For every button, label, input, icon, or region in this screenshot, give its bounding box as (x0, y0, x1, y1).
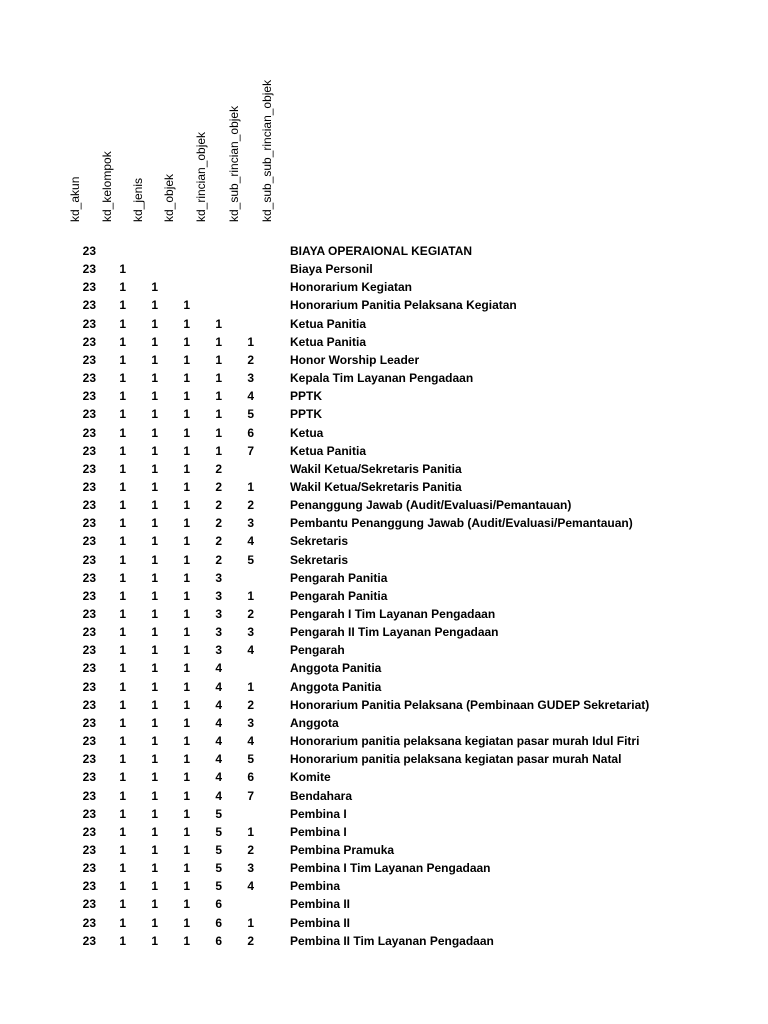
cell-kd-sub-rincian-objek: 5 (247, 752, 254, 767)
cell-kd-kelompok: 1 (119, 262, 126, 277)
cell-kd-objek: 1 (183, 842, 190, 857)
cell-kd-objek: 1 (183, 661, 190, 676)
table-row (0, 278, 768, 296)
cell-uraian: Honorarium panitia pelaksana kegiatan pasar murah Idul Fitri (290, 734, 640, 749)
table-row (0, 859, 768, 877)
cell-kd-sub-rincian-objek: 1 (247, 824, 254, 839)
cell-uraian: Pengarah II Tim Layanan Pengadaan (290, 625, 499, 640)
table-row (0, 442, 768, 460)
cell-kd-kelompok: 1 (119, 643, 126, 658)
cell-kd-jenis: 1 (151, 752, 158, 767)
cell-kd-akun: 23 (82, 498, 96, 513)
table-row (0, 569, 768, 587)
cell-kd-objek: 1 (183, 752, 190, 767)
table-row (0, 714, 768, 732)
cell-kd-sub-rincian-objek: 2 (247, 498, 254, 513)
cell-kd-akun: 23 (82, 425, 96, 440)
cell-kd-akun: 23 (82, 298, 96, 313)
table-row (0, 696, 768, 714)
table-row (0, 623, 768, 641)
cell-kd-sub-rincian-objek: 3 (247, 625, 254, 640)
table-row (0, 787, 768, 805)
cell-uraian: Ketua Panitia (290, 334, 367, 349)
cell-kd-objek: 1 (183, 316, 190, 331)
cell-kd-sub-rincian-objek: 6 (247, 425, 254, 440)
cell-kd-objek: 1 (183, 534, 190, 549)
table-row (0, 732, 768, 750)
cell-kd-rincian-objek: 2 (215, 498, 222, 513)
cell-kd-sub-rincian-objek: 1 (247, 679, 254, 694)
cell-kd-objek: 1 (183, 352, 190, 367)
cell-kd-objek: 1 (183, 570, 190, 585)
cell-kd-kelompok: 1 (119, 788, 126, 803)
cell-kd-jenis: 1 (151, 443, 158, 458)
cell-kd-akun: 23 (82, 897, 96, 912)
cell-kd-akun: 23 (82, 334, 96, 349)
cell-kd-kelompok: 1 (119, 715, 126, 730)
cell-kd-jenis: 1 (151, 861, 158, 876)
cell-kd-kelompok: 1 (119, 915, 126, 930)
header-kd-jenis: kd_jenis (131, 177, 145, 222)
table-row (0, 315, 768, 333)
cell-uraian: Sekretaris (290, 534, 349, 549)
header-kd-sub-rincian-objek: kd_sub_rincian_objek (227, 105, 241, 222)
cell-kd-akun: 23 (82, 552, 96, 567)
cell-kd-jenis: 1 (151, 534, 158, 549)
cell-uraian: Penanggung Jawab (Audit/Evaluasi/Pemantauan) (290, 498, 572, 513)
cell-kd-jenis: 1 (151, 697, 158, 712)
cell-kd-rincian-objek: 6 (215, 933, 222, 948)
cell-kd-sub-rincian-objek: 6 (247, 770, 254, 785)
cell-uraian: Pembina I (290, 806, 347, 821)
cell-kd-rincian-objek: 3 (215, 607, 222, 621)
cell-kd-akun: 23 (82, 316, 96, 331)
cell-kd-objek: 1 (183, 461, 190, 476)
cell-kd-jenis: 1 (151, 407, 158, 422)
cell-kd-kelompok: 1 (119, 298, 126, 313)
cell-kd-sub-rincian-objek: 1 (247, 479, 254, 494)
cell-kd-kelompok: 1 (119, 461, 126, 476)
cell-kd-akun: 23 (82, 842, 96, 857)
cell-kd-akun: 23 (82, 661, 96, 676)
cell-kd-akun: 23 (82, 479, 96, 494)
table-row (0, 823, 768, 841)
cell-uraian: Ketua Panitia (290, 443, 367, 458)
cell-kd-jenis: 1 (151, 824, 158, 839)
cell-kd-jenis: 1 (151, 371, 158, 386)
cell-kd-rincian-objek: 4 (215, 679, 222, 694)
cell-kd-akun: 23 (82, 861, 96, 876)
cell-kd-objek: 1 (183, 625, 190, 640)
cell-kd-kelompok: 1 (119, 697, 126, 712)
cell-kd-akun: 23 (82, 734, 96, 749)
cell-kd-objek: 1 (183, 679, 190, 694)
cell-kd-objek: 1 (183, 915, 190, 930)
cell-kd-akun: 23 (82, 643, 96, 658)
cell-kd-rincian-objek: 1 (215, 352, 222, 367)
cell-kd-akun: 23 (82, 461, 96, 476)
cell-uraian: Honorarium panitia pelaksana kegiatan pasar murah Natal (290, 752, 622, 767)
cell-kd-sub-rincian-objek: 3 (247, 371, 254, 386)
cell-kd-sub-rincian-objek: 1 (247, 588, 254, 603)
cell-uraian: Bendahara (290, 788, 353, 803)
cell-kd-akun: 23 (82, 625, 96, 640)
cell-kd-rincian-objek: 3 (215, 625, 222, 640)
cell-kd-rincian-objek: 4 (215, 788, 222, 803)
cell-kd-jenis: 1 (151, 933, 158, 948)
table-row (0, 387, 768, 405)
cell-uraian: Pembina II Tim Layanan Pengadaan (290, 933, 494, 948)
cell-uraian: Pengarah Panitia (290, 588, 388, 603)
cell-kd-kelompok: 1 (119, 570, 126, 585)
cell-kd-akun: 23 (82, 915, 96, 930)
cell-kd-sub-rincian-objek: 5 (247, 407, 254, 422)
cell-kd-kelompok: 1 (119, 552, 126, 567)
cell-uraian: Honor Worship Leader (290, 352, 420, 367)
table-row (0, 914, 768, 932)
cell-kd-objek: 1 (183, 498, 190, 513)
cell-kd-kelompok: 1 (119, 479, 126, 494)
cell-kd-akun: 23 (82, 280, 96, 295)
cell-kd-sub-rincian-objek: 4 (247, 879, 254, 894)
cell-kd-kelompok: 1 (119, 734, 126, 749)
table-row (0, 460, 768, 478)
cell-kd-akun: 23 (82, 262, 96, 277)
cell-kd-jenis: 1 (151, 570, 158, 585)
cell-uraian: Komite (290, 770, 331, 785)
table-row (0, 369, 768, 387)
cell-uraian: Anggota Panitia (290, 679, 382, 694)
cell-kd-rincian-objek: 3 (215, 643, 222, 658)
cell-kd-sub-rincian-objek: 7 (247, 788, 254, 803)
cell-kd-akun: 23 (82, 352, 96, 367)
cell-kd-jenis: 1 (151, 479, 158, 494)
cell-kd-jenis: 1 (151, 679, 158, 694)
header-kd-sub-sub-rincian-objek: kd_sub_sub_rincian_objek (260, 79, 274, 222)
table-row (0, 587, 768, 605)
cell-kd-rincian-objek: 2 (215, 479, 222, 494)
table-row (0, 496, 768, 514)
cell-kd-rincian-objek: 6 (215, 897, 222, 912)
cell-uraian: Ketua (290, 425, 324, 440)
cell-kd-objek: 1 (183, 861, 190, 876)
cell-kd-jenis: 1 (151, 661, 158, 676)
table-row (0, 296, 768, 314)
cell-kd-rincian-objek: 1 (215, 316, 222, 331)
cell-uraian: Kepala Tim Layanan Pengadaan (290, 371, 474, 386)
cell-kd-jenis: 1 (151, 770, 158, 785)
cell-kd-akun: 23 (82, 933, 96, 948)
table-row (0, 351, 768, 369)
cell-uraian: Pengarah I Tim Layanan Pengadaan (290, 607, 496, 621)
cell-kd-rincian-objek: 5 (215, 824, 222, 839)
cell-kd-akun: 23 (82, 389, 96, 404)
cell-kd-objek: 1 (183, 588, 190, 603)
cell-kd-sub-rincian-objek: 4 (247, 389, 254, 404)
cell-kd-akun: 23 (82, 697, 96, 712)
cell-kd-jenis: 1 (151, 625, 158, 640)
table-row (0, 333, 768, 351)
cell-kd-sub-rincian-objek: 7 (247, 443, 254, 458)
table-row (0, 424, 768, 442)
cell-kd-kelompok: 1 (119, 752, 126, 767)
cell-kd-kelompok: 1 (119, 352, 126, 367)
cell-uraian: Pengarah Panitia (290, 570, 388, 585)
cell-kd-sub-rincian-objek: 2 (247, 697, 254, 712)
cell-uraian: Honorarium Panitia Pelaksana Kegiatan (290, 298, 517, 313)
cell-kd-akun: 23 (82, 879, 96, 894)
cell-kd-akun: 23 (82, 679, 96, 694)
cell-kd-jenis: 1 (151, 352, 158, 367)
cell-kd-akun: 23 (82, 788, 96, 803)
table-row (0, 514, 768, 532)
cell-kd-akun: 23 (82, 534, 96, 549)
cell-uraian: BIAYA OPERAIONAL KEGIATAN (290, 244, 473, 258)
cell-kd-sub-rincian-objek: 3 (247, 861, 254, 876)
cell-kd-akun: 23 (82, 607, 96, 621)
cell-kd-objek: 1 (183, 697, 190, 712)
cell-uraian: PPTK (290, 407, 323, 422)
cell-kd-kelompok: 1 (119, 588, 126, 603)
cell-kd-rincian-objek: 1 (215, 371, 222, 386)
cell-kd-objek: 1 (183, 298, 190, 313)
table-row (0, 678, 768, 696)
cell-uraian: Anggota Panitia (290, 661, 382, 676)
cell-kd-jenis: 1 (151, 897, 158, 912)
cell-kd-kelompok: 1 (119, 316, 126, 331)
cell-kd-sub-rincian-objek: 4 (247, 643, 254, 658)
cell-kd-jenis: 1 (151, 334, 158, 349)
cell-kd-rincian-objek: 1 (215, 443, 222, 458)
cell-kd-kelompok: 1 (119, 498, 126, 513)
cell-kd-rincian-objek: 5 (215, 879, 222, 894)
table-row (0, 641, 768, 659)
cell-kd-rincian-objek: 2 (215, 552, 222, 567)
cell-kd-rincian-objek: 3 (215, 570, 222, 585)
cell-kd-rincian-objek: 6 (215, 915, 222, 930)
table-row (0, 768, 768, 786)
table-row (0, 478, 768, 496)
table-row (0, 805, 768, 823)
cell-kd-jenis: 1 (151, 316, 158, 331)
cell-kd-akun: 23 (82, 570, 96, 585)
table-row (0, 877, 768, 895)
cell-kd-akun: 23 (82, 715, 96, 730)
cell-kd-akun: 23 (82, 516, 96, 531)
cell-kd-sub-rincian-objek: 3 (247, 516, 254, 531)
cell-kd-rincian-objek: 1 (215, 407, 222, 422)
cell-kd-rincian-objek: 4 (215, 752, 222, 767)
cell-kd-kelompok: 1 (119, 770, 126, 785)
cell-kd-jenis: 1 (151, 425, 158, 440)
cell-kd-jenis: 1 (151, 734, 158, 749)
cell-kd-sub-rincian-objek: 4 (247, 534, 254, 549)
cell-kd-kelompok: 1 (119, 334, 126, 349)
cell-uraian: Anggota (290, 715, 339, 730)
cell-kd-rincian-objek: 5 (215, 861, 222, 876)
cell-kd-kelompok: 1 (119, 679, 126, 694)
cell-uraian: Pembina II (290, 915, 351, 930)
cell-kd-objek: 1 (183, 607, 190, 621)
cell-uraian: Pembina II (290, 897, 351, 912)
cell-kd-sub-rincian-objek: 2 (247, 607, 254, 621)
cell-kd-jenis: 1 (151, 715, 158, 730)
cell-kd-akun: 23 (82, 806, 96, 821)
cell-kd-akun: 23 (82, 588, 96, 603)
cell-kd-rincian-objek: 4 (215, 734, 222, 749)
table-row (0, 532, 768, 550)
cell-kd-rincian-objek: 4 (215, 770, 222, 785)
cell-kd-jenis: 1 (151, 389, 158, 404)
cell-kd-objek: 1 (183, 734, 190, 749)
cell-kd-objek: 1 (183, 788, 190, 803)
cell-kd-objek: 1 (183, 334, 190, 349)
cell-kd-akun: 23 (82, 407, 96, 422)
cell-uraian: Pembina I (290, 824, 347, 839)
header-kd-rincian-objek: kd_rincian_objek (194, 131, 208, 222)
cell-kd-akun: 23 (82, 752, 96, 767)
cell-kd-kelompok: 1 (119, 897, 126, 912)
cell-uraian: Honorarium Kegiatan (290, 280, 413, 295)
cell-kd-kelompok: 1 (119, 879, 126, 894)
cell-kd-objek: 1 (183, 897, 190, 912)
cell-kd-rincian-objek: 2 (215, 516, 222, 531)
table-row (0, 551, 768, 569)
cell-kd-objek: 1 (183, 824, 190, 839)
cell-kd-jenis: 1 (151, 280, 158, 295)
cell-kd-jenis: 1 (151, 552, 158, 567)
cell-kd-objek: 1 (183, 389, 190, 404)
cell-kd-rincian-objek: 4 (215, 715, 222, 730)
cell-uraian: Pembantu Penanggung Jawab (Audit/Evaluasi/Pemantauan) (290, 516, 633, 531)
cell-kd-kelompok: 1 (119, 280, 126, 295)
cell-kd-akun: 23 (82, 443, 96, 458)
cell-kd-sub-rincian-objek: 2 (247, 842, 254, 857)
cell-kd-akun: 23 (82, 824, 96, 839)
cell-kd-jenis: 1 (151, 516, 158, 531)
cell-kd-objek: 1 (183, 643, 190, 658)
cell-kd-jenis: 1 (151, 298, 158, 313)
cell-kd-kelompok: 1 (119, 516, 126, 531)
cell-kd-sub-rincian-objek: 5 (247, 552, 254, 567)
cell-kd-jenis: 1 (151, 588, 158, 603)
cell-kd-objek: 1 (183, 715, 190, 730)
cell-kd-jenis: 1 (151, 915, 158, 930)
cell-kd-jenis: 1 (151, 806, 158, 821)
cell-uraian: Ketua Panitia (290, 316, 367, 331)
cell-uraian: Wakil Ketua/Sekretaris Panitia (290, 479, 462, 494)
cell-kd-objek: 1 (183, 879, 190, 894)
cell-kd-kelompok: 1 (119, 625, 126, 640)
cell-uraian: Honorarium Panitia Pelaksana (Pembinaan GUDEP Sekretariat) (290, 697, 650, 712)
cell-kd-jenis: 1 (151, 842, 158, 857)
cell-kd-jenis: 1 (151, 498, 158, 513)
cell-kd-objek: 1 (183, 407, 190, 422)
table-row (0, 242, 768, 260)
cell-kd-objek: 1 (183, 516, 190, 531)
cell-kd-objek: 1 (183, 479, 190, 494)
cell-kd-kelompok: 1 (119, 389, 126, 404)
cell-kd-objek: 1 (183, 806, 190, 821)
table-row (0, 750, 768, 768)
cell-kd-sub-rincian-objek: 4 (247, 734, 254, 749)
cell-uraian: Pembina I Tim Layanan Pengadaan (290, 861, 491, 876)
cell-kd-kelompok: 1 (119, 661, 126, 676)
cell-kd-kelompok: 1 (119, 534, 126, 549)
cell-kd-rincian-objek: 3 (215, 588, 222, 603)
cell-kd-rincian-objek: 4 (215, 697, 222, 712)
table-row (0, 605, 768, 623)
cell-kd-kelompok: 1 (119, 861, 126, 876)
table-row (0, 932, 768, 950)
cell-kd-kelompok: 1 (119, 806, 126, 821)
cell-kd-rincian-objek: 2 (215, 461, 222, 476)
cell-kd-sub-rincian-objek: 3 (247, 715, 254, 730)
cell-kd-rincian-objek: 4 (215, 661, 222, 676)
cell-kd-kelompok: 1 (119, 842, 126, 857)
table-row (0, 260, 768, 278)
cell-uraian: Wakil Ketua/Sekretaris Panitia (290, 461, 462, 476)
cell-kd-kelompok: 1 (119, 371, 126, 386)
cell-kd-sub-rincian-objek: 1 (247, 915, 254, 930)
table-row (0, 895, 768, 913)
cell-kd-jenis: 1 (151, 788, 158, 803)
header-kd-objek: kd_objek (162, 173, 176, 222)
header-kd-akun: kd_akun (68, 176, 82, 222)
table-row (0, 841, 768, 859)
cell-uraian: Pembina Pramuka (290, 842, 395, 857)
table-row (0, 659, 768, 677)
cell-kd-objek: 1 (183, 425, 190, 440)
cell-kd-kelompok: 1 (119, 933, 126, 948)
cell-kd-rincian-objek: 1 (215, 334, 222, 349)
cell-kd-kelompok: 1 (119, 425, 126, 440)
header-kd-kelompok: kd_kelompok (100, 151, 114, 222)
cell-kd-jenis: 1 (151, 879, 158, 894)
cell-kd-akun: 23 (82, 371, 96, 386)
cell-kd-rincian-objek: 5 (215, 806, 222, 821)
cell-kd-kelompok: 1 (119, 607, 126, 621)
cell-kd-akun: 23 (82, 244, 96, 258)
cell-uraian: Pengarah (290, 643, 345, 658)
cell-uraian: Pembina (290, 879, 341, 894)
cell-kd-rincian-objek: 1 (215, 425, 222, 440)
cell-kd-sub-rincian-objek: 1 (247, 334, 254, 349)
cell-kd-objek: 1 (183, 371, 190, 386)
cell-kd-objek: 1 (183, 770, 190, 785)
cell-uraian: Sekretaris (290, 552, 349, 567)
cell-kd-rincian-objek: 5 (215, 842, 222, 857)
cell-kd-objek: 1 (183, 552, 190, 567)
cell-kd-kelompok: 1 (119, 407, 126, 422)
cell-kd-sub-rincian-objek: 2 (247, 933, 254, 948)
cell-kd-kelompok: 1 (119, 443, 126, 458)
cell-kd-sub-rincian-objek: 2 (247, 352, 254, 367)
table-row (0, 405, 768, 423)
cell-kd-jenis: 1 (151, 643, 158, 658)
cell-kd-kelompok: 1 (119, 824, 126, 839)
cell-uraian: PPTK (290, 389, 323, 404)
cell-kd-jenis: 1 (151, 607, 158, 621)
cell-kd-rincian-objek: 2 (215, 534, 222, 549)
cell-kd-objek: 1 (183, 933, 190, 948)
cell-kd-rincian-objek: 1 (215, 389, 222, 404)
cell-kd-akun: 23 (82, 770, 96, 785)
cell-kd-objek: 1 (183, 443, 190, 458)
cell-kd-jenis: 1 (151, 461, 158, 476)
cell-uraian: Biaya Personil (290, 262, 373, 277)
